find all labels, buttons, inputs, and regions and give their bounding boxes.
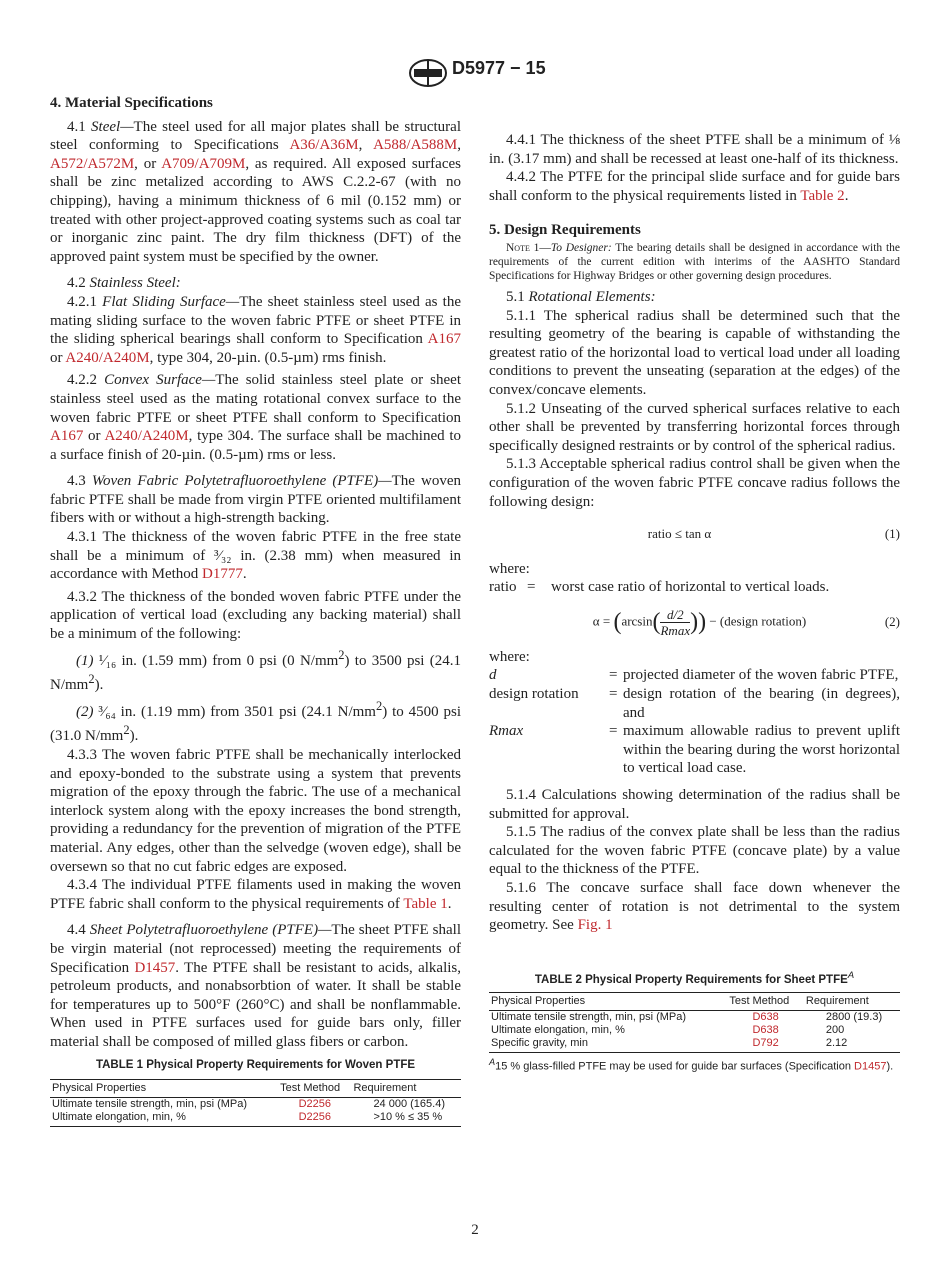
table-2-header: Requirement: [804, 993, 900, 1011]
table-row: Ultimate tensile strength, min, psi (MPa) D2256 24 000 (165.4): [52, 1098, 445, 1111]
table-row: Specific gravity, min D792 2.12: [489, 1037, 900, 1053]
link-d1457-footnote[interactable]: D1457: [854, 1060, 887, 1073]
right-column: [489, 94, 900, 1074]
link-a240-2[interactable]: A240/A240M: [104, 428, 189, 445]
list-item-2: (2) ³⁄₆₄ in. (1.19 mm) from 3501 psi (24.1 $N/mm^2$) to 4500 psi (31.0 $N/mm^2$).: [50, 698, 461, 745]
table-1: [50, 1056, 461, 1128]
equation-2: α = (arcsin( $\frac{d/2}{Rmax}$ )) − (design rotation) (2): [592, 606, 900, 638]
table-2-footnote: $^A$15 % glass-filled PTFE may be used for guide bar surfaces (Specification D1457).: [489, 1057, 894, 1073]
table-row: Ultimate elongation, min, % D638 200: [491, 1024, 845, 1037]
table-link[interactable]: D2256: [298, 1098, 331, 1111]
para-4-4-2: 4.4.2 The PTFE for the principal slide surface and for guide bars shall conform to the physical requirements listed in Table 2.: [489, 169, 900, 204]
table-1-header: Requirement: [351, 1080, 461, 1098]
link-d1777[interactable]: D1777: [202, 566, 243, 583]
table-1-title: TABLE 1 Physical Property Requirements for Woven PTFE: [95, 1058, 416, 1071]
table-row: Ultimate elongation, min, % D2256 >10 % ≤ 35 %: [50, 1111, 461, 1127]
para-5-1: 5.1 Rotational Elements:: [506, 288, 656, 305]
para-4-3: 4.3 Woven Fabric Polytetrafluoroethylene (PTFE)—The woven fabric PTFE shall be made from virgin PTFE oriented multifilament fibers with or without a high-strength backing.: [50, 473, 461, 527]
para-5-1-3: 5.1.3 Acceptable spherical radius control shall be given when the configuration of the woven fabric PTFE concave radius follows the following design:: [489, 456, 900, 510]
para-5-1-2: 5.1.2 Unseating of the curved spherical surfaces relative to each other shall be prevented by transferring horizontal forces through specifically designed restraints or by control of the spherical radius.: [489, 400, 900, 454]
link-a36[interactable]: A36/A36M: [289, 137, 359, 154]
where-label: where:: [489, 560, 530, 577]
table-link[interactable]: D638: [752, 1011, 779, 1024]
left-column: [50, 94, 461, 1127]
para-4-3-1: 4.3.1 The thickness of the woven fabric PTFE in the free state shall be a minimum of ³⁄₃₂ in. (2.38 mm) when measured in accordance with Method D1777.: [50, 529, 461, 583]
table-2: [489, 967, 900, 1074]
table-2-header: Physical Properties: [489, 993, 727, 1011]
note-1: Note 1—To Designer: The bearing details shall be designed in accordance with the requirements of the current edition with interims of the AASHTO Standard Specifications for Highway Bridges or other governing design procedures.: [489, 241, 900, 282]
table-1-header: Physical Properties: [50, 1080, 278, 1098]
para-5-1-1: 5.1.1 The spherical radius shall be determined such that the resulting geometry of the bearing is capable of withstanding the greatest ratio of the horizontal load to vertical load under all loading conditions to prevent the unseating (separation at the edges) of the convex/concave elements.: [489, 307, 900, 398]
list-item-1: (1) ¹⁄₁₆ in. (1.59 mm) from 0 psi (0 $N/mm^2$) to 3500 psi (24.1 $N/mm^2$).: [50, 647, 461, 694]
para-5-1-6: 5.1.6 The concave surface shall face down whenever the resulting center of rotation is not detrimental to the system geometry. See Fig. 1: [489, 880, 900, 934]
where-label-2: where:: [489, 648, 530, 665]
link-fig-1[interactable]: Fig. 1: [577, 917, 613, 934]
link-a588[interactable]: A588/A588M: [373, 137, 458, 154]
para-4-3-4: 4.3.4 The individual PTFE filaments used in making the woven PTFE fabric shall conform to the physical requirements of Table 1.: [50, 877, 461, 912]
para-5-1-4: 5.1.4 Calculations showing determination of the radius shall be submitted for approval.: [489, 787, 900, 822]
table-link[interactable]: D638: [752, 1024, 779, 1037]
para-4-2-1: 4.2.1 Flat Sliding Surface—The sheet stainless steel used as the mating sliding surface to the woven fabric PTFE or sheet PTFE in the sliding spherical bearings shall conform to Specification A167 or A240/A240M, type 304, 20-µin. (0.5-µm) rms finish.: [50, 293, 461, 366]
table-1-grid: [50, 1079, 461, 1127]
para-4-1: 4.1 Steel—The steel used for all major plates shall be structural steel conforming to Specifications A36/A36M, A588/A588M, A572/A572M, or A709/A709M, as required. All exposed surfaces shall be zinc metalized according to AWS C.2.2-67 (with no chipping), having a minimum thickness of 6 mil (0.152 mm) or treated with other project-approved coating systems such as coal tar or inorganic zinc paint. The dry film thickness (DFT) of the approved paint system must be specified by the owner.: [50, 118, 462, 265]
link-a572[interactable]: A572/A572M: [50, 155, 135, 172]
equation-1: ratio ≤ tan α (1): [647, 526, 900, 542]
section-5-title: 5. Design Requirements: [489, 222, 641, 239]
link-a240[interactable]: A240/A240M: [65, 349, 150, 366]
link-table-2[interactable]: Table 2: [800, 187, 845, 204]
page-header: [0, 56, 950, 88]
astm-logo-icon: [408, 58, 448, 88]
page-number: 2: [471, 1222, 479, 1238]
link-table-1[interactable]: Table 1: [403, 895, 448, 912]
para-5-1-5: 5.1.5 The radius of the convex plate shall be less than the radius calculated for the woven fabric PTFE (concave plate) by a value equal to the thickness of the PTFE.: [489, 824, 900, 878]
para-4-3-2: 4.3.2 The thickness of the bonded woven fabric PTFE under the application of vertical load (excluding any backing material) shall be a minimum of the following:: [50, 588, 461, 643]
link-a167-2[interactable]: A167: [50, 428, 84, 445]
para-4-2-2: 4.2.2 Convex Surface—The solid stainless steel plate or sheet stainless steel used as the mating rotational convex surface to the woven fabric PTFE or sheet PTFE shall conform to Specification A167 or A240/A240M, type 304. The surface shall be machined to a surface finish of 20-µin. (0.5-µm) rms or less.: [50, 372, 462, 463]
para-4-4-1: 4.4.1 The thickness of the sheet PTFE shall be a minimum of ⅛ in. (3.17 mm) and shall be recessed at least one-half of its thickness.: [489, 132, 900, 167]
table-link[interactable]: D2256: [278, 1111, 351, 1127]
link-d1457[interactable]: D1457: [134, 959, 176, 976]
table-2-header: Test Method: [727, 993, 804, 1011]
section-4-title: 4. Material Specifications: [50, 95, 213, 111]
link-a709[interactable]: A709/A709M: [161, 155, 246, 172]
table-2-title: TABLE 2 Physical Property Requirements for Sheet $PTFE^A$: [534, 969, 855, 986]
table-link[interactable]: D792: [727, 1037, 804, 1053]
table-2-grid: [489, 992, 900, 1053]
definition-list: d = projected diameter of the woven fabric PTFE, design rotation = design rotation of the bearing (in degrees), and Rmax = maximum allowable radius to prevent uplift within the bearing during the worst horizontal to vertical load case.: [489, 667, 900, 777]
para-4-2: 4.2 Stainless Steel:: [67, 275, 181, 292]
definition-ratio: ratio = worst case ratio of horizontal to vertical loads.: [489, 579, 830, 596]
link-a167[interactable]: A167: [427, 331, 461, 348]
table-1-header: Test Method: [278, 1080, 351, 1098]
para-4-4: 4.4 Sheet Polytetrafluoroethylene (PTFE)—The sheet PTFE shall be virgin material (not reprocessed) meeting the requirements of Specification D1457. The PTFE shall be resistant to acids, alkalis, petroleum products, and nonabsorbtion of water. It shall be stable for temperatures up to 500°F (260°C) and shall be nonflammable. When used in PTFE surfaces used for guide bars only, filler material shall be composed of milled glass fibers or carbon.: [50, 922, 462, 1050]
document-code: D5977 − 15: [452, 58, 546, 78]
para-4-3-3: 4.3.3 The woven fabric PTFE shall be mechanically interlocked and epoxy-bonded to the substrate using a system that prevents migration of the epoxy through the fabric. The use of a mechanical interlock system along with the epoxy increases the bond strength, providing a redundancy for the prevention of migration of the PTFE material. Any edges, other than the selvedge (woven edge), shall be oversewn so that no cut fabric edges are exposed.: [50, 747, 461, 875]
table-row: Ultimate tensile strength, min, psi (MPa) D638 2800 (19.3): [491, 1011, 883, 1024]
